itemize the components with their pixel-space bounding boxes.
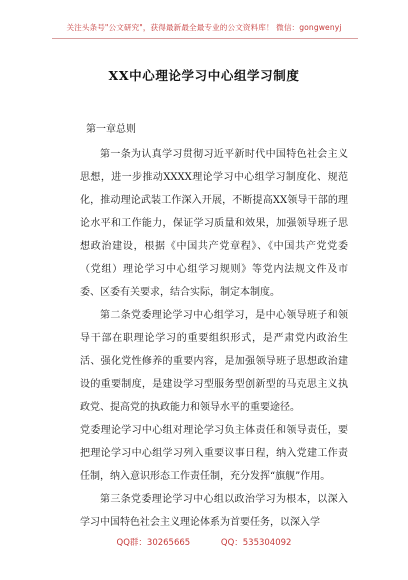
- footer-contact: [0, 536, 408, 548]
- paragraph-article-3: 第三条党委理论学习中心组以政治学习为根本，以深入学习中国特色社会主义理论体系为首要任务，以深入学: [80, 494, 348, 528]
- document-body: [80, 118, 348, 534]
- paragraph-article-1: 第一条为认真学习贯彻习近平新时代中国特色社会主义思想，进一步推动XXXX理论学习中心组学习制度化、规范化，推动理论武装工作深入开展，不断提高XX领导干部的理论水平和工作能力，保证学习质量和效果，加强领导班子思想政治建设，根据《中国共产党章程》、《中国共产党党委（党组）理论学习中心组学习规则》等党内法规文件及市委、区委有关要求，结合实际，制定本制度。: [80, 149, 348, 298]
- document-title: XX中心理论学习中心组学习制度: [108, 68, 300, 83]
- header-note: 关注头条号"公文研究"，获得最新最全最专业的公文资料库！ 微信：gongwenyj: [66, 23, 342, 32]
- header-divider: [52, 38, 358, 39]
- qq-group-number: QQ群：30265665: [116, 538, 191, 548]
- paragraph-article-2: 第二条党委理论学习中心组学习，是中心领导班子和领导干部在职理论学习的重要组织形式，是严肃党内政治生活、强化党性修养的重要内容，是加强领导班子思想政治建设的重要制度，是建设学习型服务型创新型的马克思主义执政党、提高党的执政能力和领导水平的重要途径。: [80, 310, 348, 413]
- chapter-heading: 第一章总则: [86, 124, 136, 135]
- qq-number: QQ：535304092: [220, 538, 292, 548]
- paragraph-responsibility: 党委理论学习中心组对理论学习负主体责任和领导责任，要把理论学习中心组学习列入重要议事日程，纳入党建工作责任制，纳入意识形态工作责任制，充分发挥“旗舰”作用。: [80, 425, 348, 482]
